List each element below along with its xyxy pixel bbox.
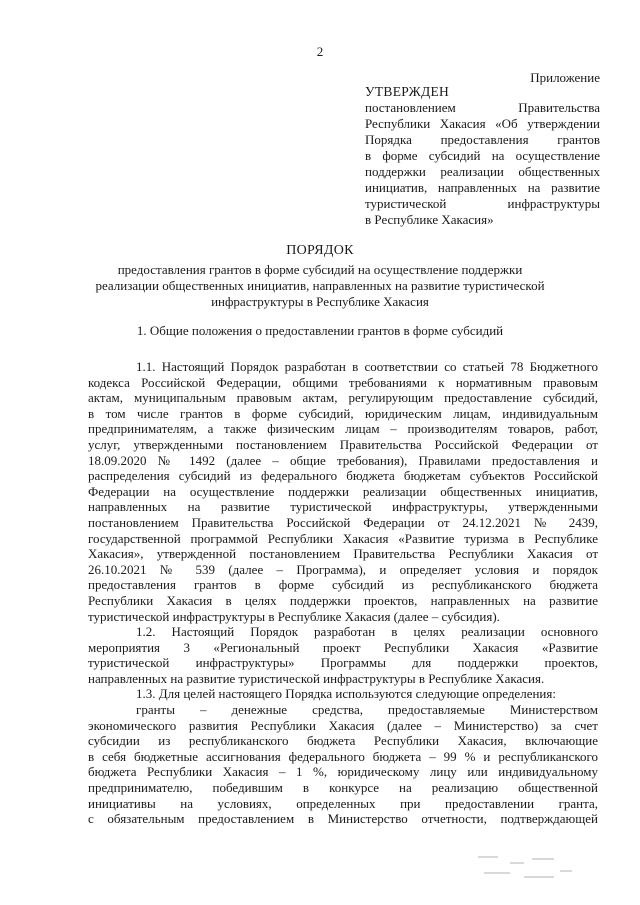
section-heading: 1. Общие положения о предоставлении грантов в форме субсидий xyxy=(136,323,504,338)
approval-line: Республики Хакасия «Об утверждении xyxy=(365,116,600,131)
body-line: 18.09.2020 № 1492 (далее – общие требования), Правилами предоставления и xyxy=(88,452,598,468)
body-line: гранты – денежные средства, предоставляемые Министерством xyxy=(136,702,598,718)
body-line: Республики Хакасия в целях поддержки проектов, направленных на развитие xyxy=(88,592,598,608)
body-line: туристической инфраструктуры» Программы для поддержки проектов, xyxy=(88,655,598,671)
approval-line: в форме субсидий на осуществление xyxy=(365,148,600,163)
body-line: мероприятия 3 «Региональный проект Республики Хакасия «Развитие xyxy=(88,639,598,655)
body-line: инициативы на условиях, определенных при предоставлении гранта, xyxy=(88,795,598,811)
appendix-label: Приложение xyxy=(530,70,600,85)
body-line: кодекса Российской Федерации, общими требованиями к нормативным правовым xyxy=(88,374,598,390)
body-line: 26.10.2021 № 539 (далее – Программа), и определяет условия и порядок xyxy=(88,561,598,577)
body-line: 1.2. Настоящий Порядок разработан в целях реализации основного xyxy=(136,624,598,640)
body-line: предпринимателям, а также физическим лицам – производителям товаров, работ, xyxy=(88,421,598,437)
subtitle-line: предоставления грантов в форме субсидий на осуществление поддержки xyxy=(117,262,523,277)
approval-text xyxy=(365,100,600,228)
approval-block xyxy=(365,84,600,228)
body-line: в том числе грантов в форме субсидий, юридическим лицам, индивидуальным xyxy=(88,405,598,421)
body-line: распределения субсидий из федерального бюджета бюджетам субъектов Российской xyxy=(88,468,598,484)
body-line: экономического развития Республики Хакасия (далее – Министерство) за счет xyxy=(88,717,598,733)
body-line: услуг, утвержденными постановлением Правительства Российской Федерации от xyxy=(88,436,598,452)
document-subtitle xyxy=(90,262,550,310)
body-text xyxy=(88,359,598,827)
body-line: предоставления грантов в форме субсидий из республиканского бюджета xyxy=(88,577,598,593)
approval-line: туристической инфраструктуры xyxy=(365,196,600,211)
body-line: в себя бюджетные ассигнования федерального бюджета – 99 % и республиканского xyxy=(88,748,598,764)
body-line: государственной программой Республики Хакасия «Развитие туризма в Республике xyxy=(88,530,598,546)
body-line: Федерации на осуществление поддержки реализации общественных инициатив, xyxy=(88,483,598,499)
approval-line: в Республике Хакасия» xyxy=(365,212,494,227)
approval-line: постановлением Правительства xyxy=(365,100,600,115)
body-line: с обязательным предоставлением в Министерство отчетности, подтверждающей xyxy=(88,811,598,827)
body-line: актам, муниципальным правовым актам, регулирующим предоставление субсидий, xyxy=(88,390,598,406)
body-line: 1.1. Настоящий Порядок разработан в соответствии со статьей 78 Бюджетного xyxy=(136,359,598,374)
subtitle-line: инфраструктуры в Республике Хакасия xyxy=(211,294,429,309)
document-title: ПОРЯДОК xyxy=(286,243,354,258)
approval-line: Порядка предоставления грантов xyxy=(365,132,600,147)
scan-artifact xyxy=(470,852,580,892)
body-line: направленных на развитие туристической инфраструктуры в Республике Хакасия. xyxy=(88,670,545,686)
page-number: 2 xyxy=(316,44,324,59)
body-line: предпринимателю, победившим в конкурсе на реализацию общественной xyxy=(88,780,598,796)
subtitle-line: реализации общественных инициатив, направленных на развитие туристической xyxy=(95,278,545,293)
body-line: постановлением Правительства Российской Федерации от 24.12.2021 № 2439, xyxy=(88,514,598,530)
approval-heading: УТВЕРЖДЕН xyxy=(365,84,450,99)
approval-line: поддержки реализации общественных xyxy=(365,164,600,179)
body-line: 1.3. Для целей настоящего Порядка используются следующие определения: xyxy=(136,686,556,702)
body-line: бюджета Республики Хакасия – 1 %, юридическому лицу или индивидуальному xyxy=(88,764,598,780)
approval-line: инициатив, направленных на развитие xyxy=(365,180,600,195)
body-line: субсидии из республиканского бюджета Республики Хакасия, включающие xyxy=(88,733,598,749)
body-line: направленных на развитие туристической инфраструктуры, утвержденными xyxy=(88,499,598,515)
body-line: туристической инфраструктуры в Республике Хакасия (далее – субсидия). xyxy=(88,608,500,624)
body-line: Хакасия», утвержденной постановлением Правительства Республики Хакасия от xyxy=(88,546,598,562)
